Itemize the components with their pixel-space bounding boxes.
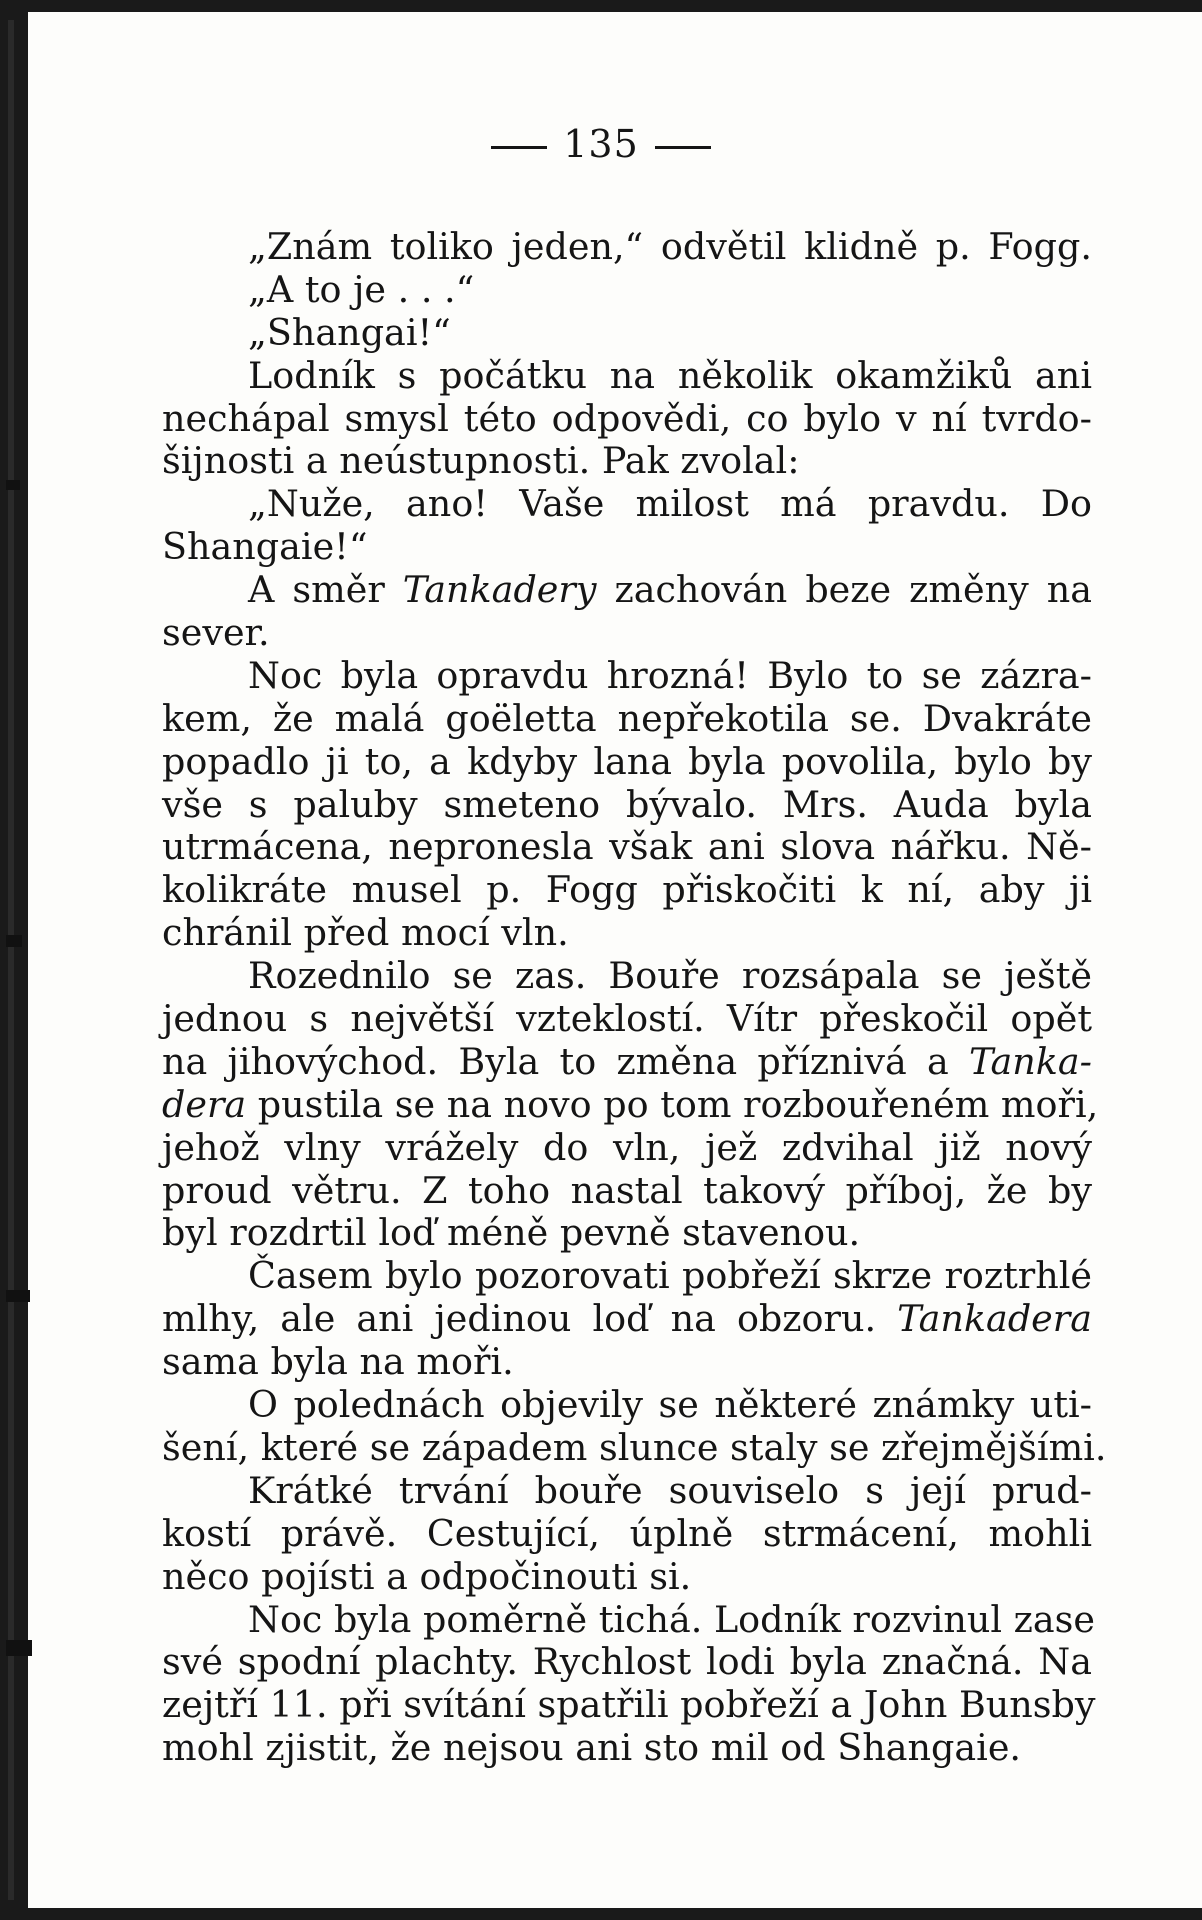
text-line: kolikráte musel p. Fogg přiskočiti k ní, aby ji: [162, 868, 1092, 912]
text-segment: pustila se na novo po tom rozbouřeném moři,: [246, 1082, 1099, 1126]
text-line: „A to je . . .“: [248, 267, 475, 311]
text-line: zejtří 11. při svítání spatřili pobřeží a John Bunsby: [162, 1683, 1096, 1727]
text-line: popadlo ji to, a kdyby lana byla povolila, bylo by: [162, 739, 1092, 783]
text-line: chránil před mocí vln.: [162, 911, 569, 955]
italic-text: dera: [162, 1082, 247, 1126]
page-number: 135: [563, 122, 639, 166]
text-line: [162, 1041, 1092, 1084]
text-segment: zachován beze změny na: [596, 568, 1092, 612]
text-line: proud větru. Z toho nastal takový příboj, že by: [162, 1168, 1092, 1212]
header-dash-right: [655, 146, 711, 149]
text-segment: A směr: [248, 568, 403, 612]
text-line: šijnosti a neústupnosti. Pak zvolal:: [162, 439, 800, 483]
text-line: Noc byla poměrně tichá. Lodník rozvinul zase: [248, 1597, 1095, 1641]
text-line: O polednách objevily se některé známky uti-: [248, 1383, 1092, 1427]
text-line: šení, které se západem slunce staly se zřejmějšími.: [162, 1425, 1107, 1469]
body-text: [162, 225, 1107, 1770]
binding-mark: [6, 1640, 32, 1656]
text-line: [162, 1298, 1092, 1341]
header-dash-left: [491, 146, 547, 149]
binding-mark: [6, 480, 20, 490]
text-line: vše s paluby smeteno bývalo. Mrs. Auda byla: [162, 782, 1092, 826]
text-line: byl rozdrtil loď méně pevně stavenou.: [162, 1211, 861, 1255]
text-line: Shangaie!“: [162, 525, 368, 569]
text-line: „Nuže, ano! Vaše milost má pravdu. Do: [248, 482, 1092, 526]
italic-text: Tankadera: [897, 1297, 1092, 1341]
text-line: Krátké trvání bouře souviselo s její prud-: [248, 1468, 1092, 1512]
text-line: [162, 1082, 1099, 1127]
text-line: své spodní plachty. Rychlost lodi byla značná. Na: [162, 1640, 1092, 1684]
text-line: kostí právě. Cestující, úplně strmácení, mohli: [162, 1511, 1092, 1555]
text-line: jehož vlny vrážely do vln, jež zdvihal již nový: [162, 1125, 1092, 1169]
text-line: Rozednilo se zas. Bouře rozsápala se ještě: [248, 954, 1092, 998]
text-line: [162, 569, 1092, 612]
text-line: „Shangai!“: [248, 310, 451, 354]
text-line: Lodník s počátku na několik okamžiků ani: [248, 353, 1092, 397]
text-line: kem, že malá goëletta nepřekotila se. Dvakráte: [162, 696, 1092, 740]
text-segment: na jihovýchod. Byla to změna příznivá a: [162, 1039, 969, 1083]
text-line: Noc byla opravdu hrozná! Bylo to se zázra-: [248, 653, 1092, 697]
text-line: něco pojísti a odpočinouti si.: [162, 1554, 692, 1598]
text-line: jednou s největší vzteklostí. Vítr přeskočil opět: [162, 997, 1092, 1041]
text-line: sama byla na moři.: [162, 1340, 514, 1384]
page-header: [0, 122, 1202, 166]
binding-mark: [6, 935, 22, 947]
page-binding-edge: [8, 20, 14, 1900]
italic-text: Tanka-: [969, 1039, 1092, 1083]
binding-mark: [6, 1290, 30, 1302]
text-segment: mlhy, ale ani jedinou loď na obzoru.: [162, 1297, 898, 1341]
text-line: mohl zjistit, že nejsou ani sto mil od Shangaie.: [162, 1726, 1022, 1770]
text-line: nechápal smysl této odpovědi, co bylo v ní tvrdo-: [162, 396, 1092, 440]
text-line: sever.: [162, 611, 270, 655]
italic-text: Tankadery: [402, 568, 597, 612]
text-line: „Znám toliko jeden,“ odvětil klidně p. Fogg.: [248, 225, 1092, 268]
text-line: Časem bylo pozorovati pobřeží skrze roztrhlé: [248, 1254, 1092, 1298]
text-line: utrmácena, nepronesla však ani slova nářku. Ně-: [162, 825, 1092, 869]
